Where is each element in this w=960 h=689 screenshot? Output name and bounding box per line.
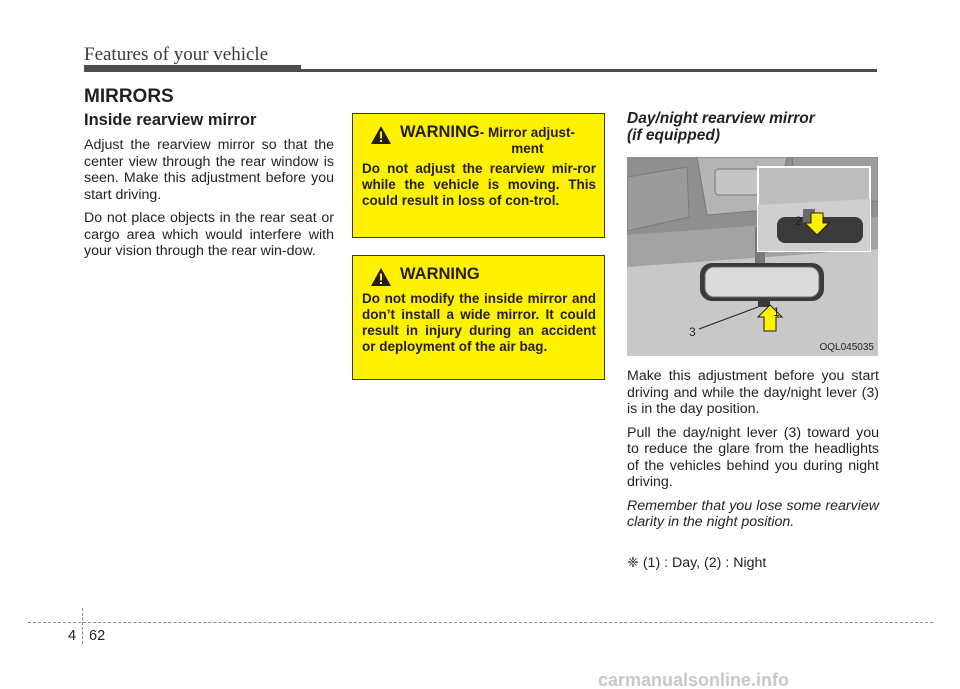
figure-code: OQL045035 (819, 342, 874, 353)
warning-subject-line1: - Mirror adjust- (479, 125, 576, 140)
inside-mirror-heading: Inside rearview mirror (84, 111, 257, 129)
footer-rule (28, 622, 933, 623)
paragraph: Make this adjustment before you start driving and while the day/night lever (3) is in the day position. (627, 368, 879, 417)
header-rule (301, 69, 877, 72)
warning-text: Do not adjust the rearview mir-ror while the vehicle is moving. This could result in loss of con-trol. (362, 161, 596, 208)
callout-1: 1 (773, 305, 780, 319)
warning-word: WARNING (400, 265, 480, 283)
left-column (84, 111, 334, 267)
day-night-legend: ❈ (1) : Day, (2) : Night (627, 554, 767, 571)
section-title: MIRRORS (84, 86, 174, 107)
day-night-heading (627, 110, 879, 144)
warning-header (362, 123, 596, 157)
callout-3: 3 (689, 325, 696, 339)
chapter-number: 4 (68, 628, 77, 644)
paragraph: Do not place objects in the rear seat or cargo area which would interfere with your vision through the rear win-dow. (84, 210, 334, 259)
paragraph: Pull the day/night lever (3) toward you to reduce the glare from the headlights of the vehicles behind you during night driving. (627, 424, 879, 490)
warning-triangle-icon (370, 267, 392, 287)
warning-word: WARNING (400, 123, 480, 141)
day-night-heading-line1: Day/night rearview mirror (627, 110, 815, 127)
footer-divider (82, 608, 83, 644)
callout-2: 2 (795, 214, 802, 228)
mirror-drawing (627, 157, 878, 356)
warning-box-mirror-adjustment (352, 113, 605, 238)
warning-text: Do not modify the inside mirror and don’t install a wide mirror. It could result in injury during an accident or deployment of the air bag. (362, 291, 596, 354)
warning-subject (480, 123, 575, 157)
warning-triangle-icon (370, 125, 392, 145)
warning-header (362, 265, 596, 287)
page-header-title: Features of your vehicle (84, 44, 269, 65)
warning-subject-line2: ment (511, 141, 544, 156)
right-column (627, 110, 879, 571)
watermark: carmanualsonline.info (598, 670, 790, 689)
page-number: 62 (89, 628, 106, 644)
day-night-heading-line2: (if equipped) (627, 127, 720, 144)
italic-note: Remember that you lose some rearview clarity in the night position. (627, 497, 879, 530)
rearview-mirror-illustration (627, 157, 878, 356)
header-bar (84, 65, 301, 72)
paragraph: Adjust the rearview mirror so that the center view through the rear window is seen. Make this adjustment before you start driving. (84, 137, 334, 203)
warning-box-modify-mirror (352, 255, 605, 380)
